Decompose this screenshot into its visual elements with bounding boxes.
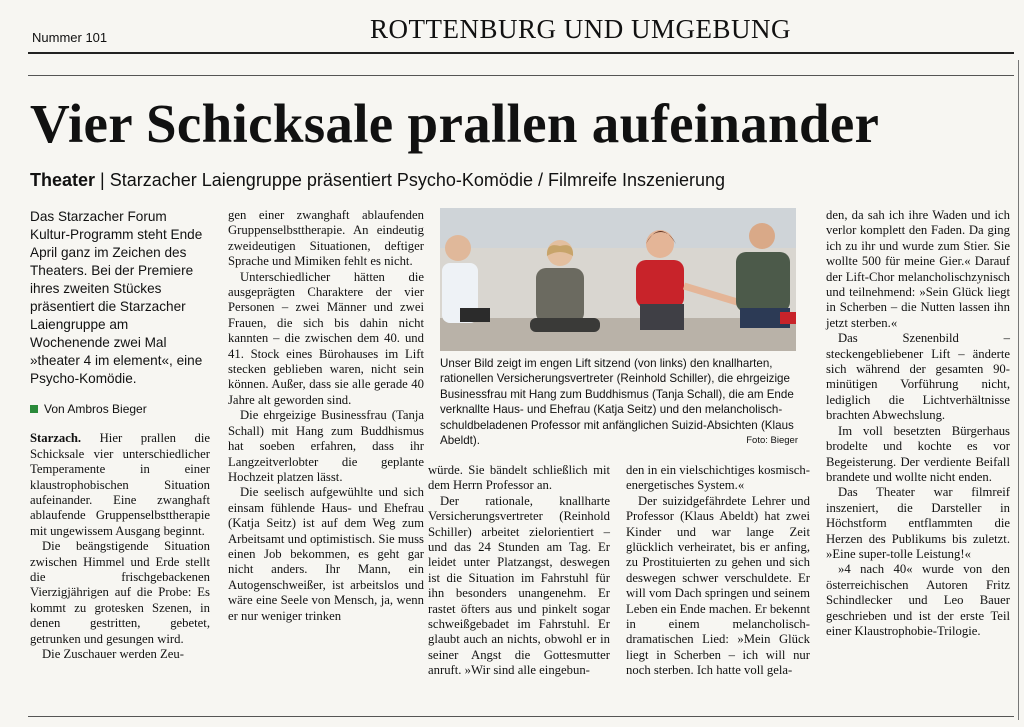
issue-number: Nummer 101 [32,30,108,45]
article-headline: Vier Schicksale prallen aufeinander [30,93,880,154]
paragraph: Die ehrgeizige Businessfrau (Tanja Schall) mit Hang zum Buddhismus hat soeben erfahren, dass ihr Langzeitverlobter die geplante Hochzeit platzen lässt. [228,408,424,484]
paragraph: Die Zuschauer werden Zeu- [42,647,184,662]
column-4 [626,463,810,679]
paragraph: den, da sah ich ihre Waden und ich verlor komplett den Faden. Da ging ich zu ihr und wurde zum Stier. Sie wollte 500 für meine Gier.« Darauf der Lift-Chor melancholischzynisch und teilnehmend: »Sein Glück liegt in Scherben – die Nutten lassen ihn jetzt sterben.« [826,208,1010,330]
kicker: Theater [30,170,96,190]
article-lead: Das Starzacher Forum Kultur-Programm steht Ende April ganz im Zeichen des Theaters. Bei der Premiere ihres zweiten Stückes präsentiert die Starzacher Laiengruppe am Wochenende zwei Mal »theater 4 im element«, eine Psycho-Komödie. [30,209,203,386]
author-marker-icon [30,405,38,413]
header-rule [28,52,1014,54]
subtitle: | Starzacher Laiengruppe präsentiert Psycho-Komödie / Filmreife Inszenierung [100,170,726,190]
paragraph: Der suizidgefährdete Lehrer und Professor (Klaus Abeldt) hat zwei Kinder und war lange Zeit glücklich verheiratet, bis er anfing, zu Prostituierten zu gehen und sich deswegen schwer verschuldete. Er will vom Dach springen und seinem Leben ein Ende machen. Er bekennt in einem melancholisch-dramatischen Lied: »Mein Glück liegt in Scherben – ich will nur noch sterben. Ich hatte voll gela- [626,493,810,678]
photo-caption [440,356,798,448]
paragraph: Das Theater war filmreif inszeniert, die Darsteller in Höchstform entflammten die Herzen des Publikums bis zuletzt. »Eine super-tolle Leistung!« [826,485,1010,561]
column-3 [428,463,610,679]
paragraph: Das Szenenbild – steckengebliebener Lift – änderte sich während der gesamten 90-minütigen Vorführung nicht, lediglich die Lichtverhältnisse brachten Abwechslung. [826,331,1010,423]
paragraph: Die beängstigende Situation zwischen Himmel und Erde stellt die frischgebackenen Vierzigjährigen auf die Probe: Es kommt zu grotesken Szenen, in denen gestritten, gebetet, getrunken und gesungen wird. [30,539,210,646]
header-rule-thin [28,75,1014,76]
paragraph: Die seelisch aufgewühlte und sich einsam fühlende Haus- und Ehefrau (Katja Seitz) ist auf dem Weg zum Arbeitsamt und optimistisch. Sie muss einen Job bekommen, es geht gar nicht anders. Ihr Mann, ein Autogenschweißer, ist arbeitslos und wäre eine Seele von Mensch, ja, wenn er nur weniger trinken [228,485,424,623]
author-line [30,402,210,417]
section-title: ROTTENBURG UND UMGEBUNG [370,14,791,44]
article-subhead [30,170,725,191]
column-2 [228,208,424,624]
footer-rule [28,716,1014,717]
column-5 [826,208,1010,639]
stage-photo-image [440,208,796,351]
stage-photo [440,208,796,351]
photo-credit: Foto: Bieger [746,435,798,447]
paragraph: Im voll besetzten Bürgerhaus brodelte und kochte es vor Begeisterung. Der verdiente Beifall brandete und wollte nicht enden. [826,423,1010,484]
caption-text: Unser Bild zeigt im engen Lift sitzend (von links) den knallharten, rationellen Versicherungsvertreter (Reinhold Schiller), die ehrgeizige Businessfrau mit Hang zum Buddhismus (Tanja Schall), die am Ende verknallte Haus- und Ehefrau (Katja Seitz) und den melancholisch-schuldbeladenen Professor mit anfänglichen Suizid-Absichten (Klaus Abeldt). [440,357,794,448]
paragraph: Unterschiedlicher hätten die ausgeprägten Charaktere der vier Personen – zwei Männer und zwei Frauen, die sich bis dahin nicht kannten – die zwischen dem 40. und 41. Stock eines Bürohauses im Lift stecken geblieben waren, nicht sein können. Außer, dass sie alle gerade 40 Jahre alt geworden sind. [228,269,424,407]
paragraph: gen einer zwanghaft ablaufenden Gruppenselbsttherapie. An eindeutig zweideutigen Situationen, deftiger Sprache und Mimiken fehlt es nicht. [228,208,424,269]
right-border [1018,60,1019,720]
column-1 [30,208,210,663]
paragraph: den in ein vielschichtiges kosmisch-energetisches System.« [626,463,810,493]
author-name: Von Ambros Bieger [44,402,147,416]
paragraph: »4 nach 40« wurde von den österreichischen Autoren Fritz Schindlecker und Leo Bauer geschrieben und ist der erste Teil einer Klaustrophobie-Trilogie. [826,562,1010,638]
paragraph-text: Hier prallen die Schicksale vier unterschiedlicher Temperamente in einer klaustrophobischen Situation aufeinander. Eine zwanghaft ablaufende Gruppenselbsttherapie mit ungewissem Ausgang beginnt. [30,431,210,538]
paragraph [30,431,210,539]
paragraph: Der rationale, knallharte Versicherungsvertreter (Reinhold Schiller) arbeitet zielorientiert – und das 24 Stunden am Tag. Er leidet unter Platzangst, deswegen ist die Situation im Fahrstuhl für ihn besonders unangenehm. Er rastet öfters aus und pinkelt sogar schweißgebadet im Fahrstuhl. Er glaubt auch an nichts, obwohl er in seiner Angst die Gottesmutter anruft. »Wir sind alle eingebun- [428,493,610,678]
paragraph: würde. Sie bändelt schließlich mit dem Herrn Professor an. [428,463,610,493]
dateline: Starzach. [30,431,82,446]
